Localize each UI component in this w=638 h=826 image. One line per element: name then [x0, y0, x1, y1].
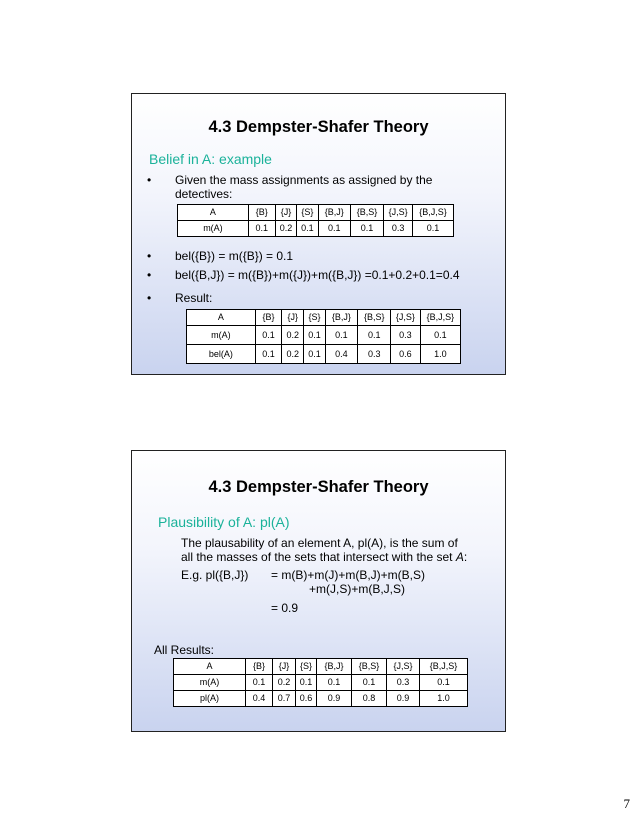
table-cell: 1.0 [420, 345, 460, 364]
table-cell: {B} [248, 205, 275, 221]
table-cell: {B,S} [352, 659, 387, 675]
table-cell: 0.4 [246, 691, 273, 707]
table-cell: 0.1 [420, 326, 460, 345]
example-result: = 0.9 [271, 601, 299, 615]
table-cell: {B,S} [350, 205, 383, 221]
table-cell: 0.1 [358, 326, 391, 345]
table-cell: 0.1 [304, 345, 325, 364]
table-cell: {S} [296, 659, 317, 675]
table-cell: 0.9 [317, 691, 352, 707]
table-cell: 0.8 [352, 691, 387, 707]
table-cell: {B} [255, 310, 281, 326]
table-row [174, 675, 468, 691]
slide-title: 4.3 Dempster-Shafer Theory [208, 478, 429, 496]
table-cell: {B,J,S} [420, 659, 468, 675]
table-cell: {B,J,S} [420, 310, 460, 326]
table-cell: A [178, 205, 249, 221]
table-row [178, 205, 454, 221]
table-cell: 0.9 [387, 691, 420, 707]
table-cell: 0.1 [296, 675, 317, 691]
table-cell: 0.1 [255, 345, 281, 364]
table-cell: 0.1 [420, 675, 468, 691]
plausibility-table [173, 658, 468, 707]
table-cell: {J} [282, 310, 304, 326]
table-cell: 0.7 [273, 691, 296, 707]
slide-subtitle: Plausibility of A: pl(A) [158, 514, 290, 530]
bullet-marker: • [147, 249, 152, 263]
table-cell: 0.2 [282, 345, 304, 364]
table-cell: {J} [273, 659, 296, 675]
definition-line1: The plausability of an element A, pl(A), is the sum of [181, 536, 458, 550]
example-label: E.g. pl({B,J}) [181, 568, 249, 582]
table-row [178, 221, 454, 237]
table-cell: 0.1 [352, 675, 387, 691]
table-cell: 0.1 [248, 221, 275, 237]
table-cell: 1.0 [420, 691, 468, 707]
table-cell: m(A) [174, 675, 246, 691]
definition-line2: all the masses of the sets that intersect with the set A: [181, 550, 468, 564]
table-cell: {J,S} [391, 310, 421, 326]
bullet-marker: • [147, 173, 152, 187]
table-cell: {B} [246, 659, 273, 675]
slide-title: 4.3 Dempster-Shafer Theory [208, 118, 429, 136]
slide-belief [131, 93, 506, 375]
bel-b-line: bel({B}) = m({B}) = 0.1 [175, 249, 294, 263]
table-cell: 0.1 [317, 675, 352, 691]
table-cell: 0.1 [413, 221, 454, 237]
table-cell: 0.1 [350, 221, 383, 237]
table-cell: 0.3 [387, 675, 420, 691]
example-equation-line1: = m(B)+m(J)+m(B,J)+m(B,S) [271, 568, 426, 582]
table-cell: 0.1 [304, 326, 325, 345]
slide-plausibility [131, 450, 506, 732]
table-cell: 0.2 [282, 326, 304, 345]
table-row [187, 345, 461, 364]
table-cell: {J,S} [387, 659, 420, 675]
table-cell: {S} [297, 205, 318, 221]
table-cell: {J,S} [384, 205, 413, 221]
bel-bj-line: bel({B,J}) = m({B})+m({J})+m({B,J}) =0.1+0.2+0.1=0.4 [175, 268, 460, 282]
table-cell: 0.6 [391, 345, 421, 364]
result-table [186, 309, 461, 364]
table-cell: 0.3 [391, 326, 421, 345]
bullet-marker: • [147, 268, 152, 282]
intro-text-line1: Given the mass assignments as assigned by the [175, 173, 433, 187]
table-cell: A [187, 310, 256, 326]
table-cell: {B,S} [358, 310, 391, 326]
result-label: Result: [175, 291, 213, 305]
table-cell: 0.1 [246, 675, 273, 691]
bullet-marker: • [147, 291, 152, 305]
table-cell: 0.3 [358, 345, 391, 364]
table-cell: 0.6 [296, 691, 317, 707]
table-row [174, 659, 468, 675]
table-cell: {B,J,S} [413, 205, 454, 221]
all-results-label: All Results: [154, 643, 215, 657]
table-row [174, 691, 468, 707]
slide-subtitle: Belief in A: example [149, 151, 272, 167]
table-cell: 0.1 [318, 221, 350, 237]
table-cell: 0.3 [384, 221, 413, 237]
table-cell: m(A) [178, 221, 249, 237]
table-cell: 0.1 [255, 326, 281, 345]
table-cell: {B,J} [317, 659, 352, 675]
mass-table [177, 204, 454, 237]
table-cell: A [174, 659, 246, 675]
table-cell: bel(A) [187, 345, 256, 364]
table-cell: 0.2 [275, 221, 296, 237]
table-cell: 0.1 [297, 221, 318, 237]
table-cell: 0.4 [325, 345, 358, 364]
table-cell: {S} [304, 310, 325, 326]
table-cell: {B,J} [318, 205, 350, 221]
page-number: 7 [623, 796, 630, 811]
example-equation-line2: +m(J,S)+m(B,J,S) [309, 582, 406, 596]
table-cell: 0.1 [325, 326, 358, 345]
table-cell: {J} [275, 205, 296, 221]
table-row [187, 326, 461, 345]
table-cell: pl(A) [174, 691, 246, 707]
table-row [187, 310, 461, 326]
table-cell: 0.2 [273, 675, 296, 691]
table-cell: {B,J} [325, 310, 358, 326]
table-cell: m(A) [187, 326, 256, 345]
intro-text-line2: detectives: [175, 187, 233, 201]
